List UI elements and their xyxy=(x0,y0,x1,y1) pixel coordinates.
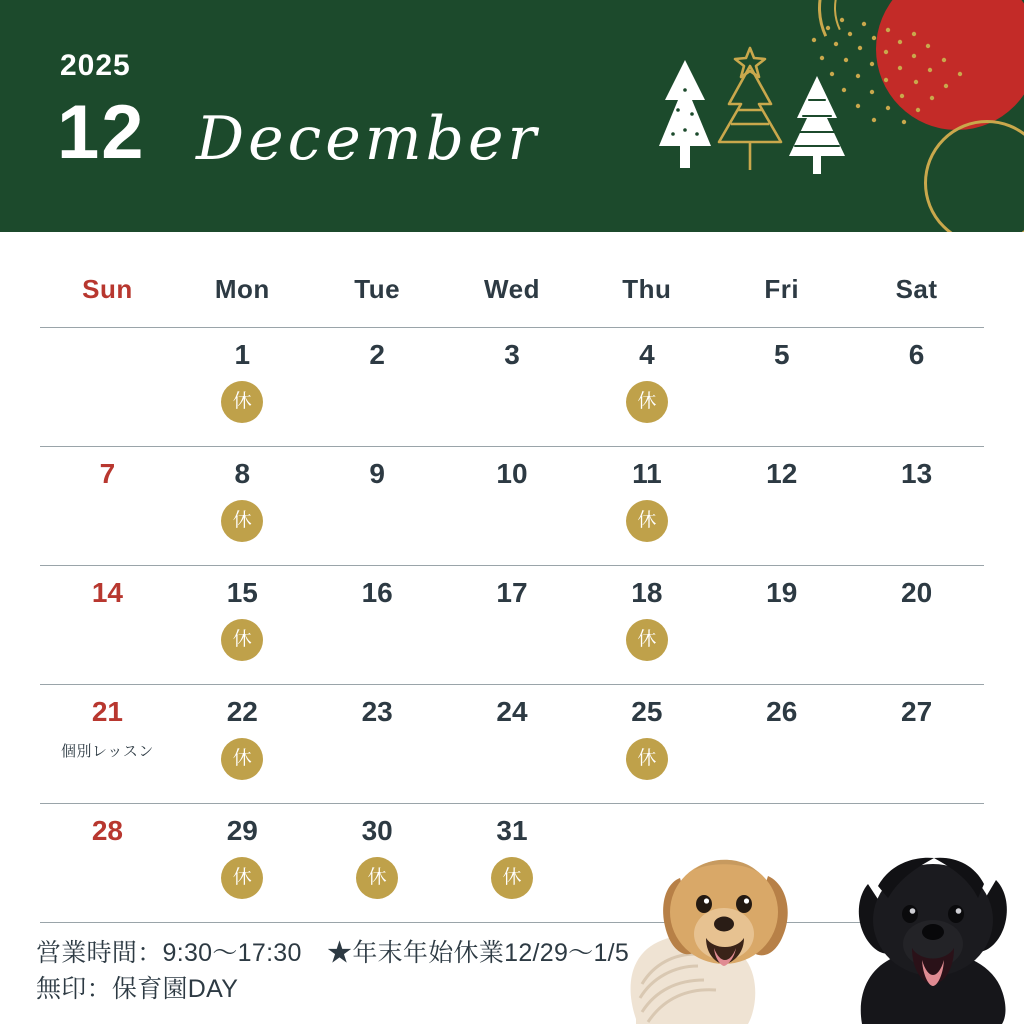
calendar-day-cell[interactable] xyxy=(849,447,984,565)
closed-badge: 休 xyxy=(221,857,263,899)
day-number: 27 xyxy=(901,696,933,727)
calendar-day-cell[interactable] xyxy=(579,328,714,446)
calendar-day-cell[interactable] xyxy=(40,447,175,565)
day-number: 18 xyxy=(631,577,663,608)
weekday-sat: Sat xyxy=(895,274,938,304)
calendar-day-cell[interactable] xyxy=(310,685,445,803)
closed-badge: 休 xyxy=(221,500,263,542)
calendar-day-cell[interactable] xyxy=(175,328,310,446)
weekday-sun: Sun xyxy=(82,274,133,304)
closed-badge: 休 xyxy=(626,619,668,661)
calendar-day-cell[interactable] xyxy=(175,685,310,803)
day-number: 9 xyxy=(369,458,385,489)
calendar-day-cell[interactable] xyxy=(579,447,714,565)
weekday-header-row xyxy=(40,232,984,305)
calendar-day-cell[interactable] xyxy=(40,328,175,446)
day-number: 2 xyxy=(369,339,385,370)
day-number: 23 xyxy=(361,696,393,727)
day-number: 16 xyxy=(361,577,393,608)
day-number: 13 xyxy=(901,458,933,489)
calendar-day-cell[interactable] xyxy=(40,685,175,803)
closed-badge: 休 xyxy=(491,857,533,899)
day-note: 個別レッスン xyxy=(61,742,154,760)
calendar-day-cell[interactable] xyxy=(310,447,445,565)
weekday-wed: Wed xyxy=(484,274,540,304)
calendar-day-cell[interactable] xyxy=(714,685,849,803)
calendar-month-number: 12 xyxy=(57,90,146,175)
calendar-day-cell[interactable] xyxy=(175,804,310,922)
day-number: 31 xyxy=(496,815,528,846)
day-number: 19 xyxy=(766,577,798,608)
calendar-day-cell[interactable] xyxy=(445,804,580,922)
day-number: 30 xyxy=(361,815,393,846)
calendar-day-cell[interactable] xyxy=(849,328,984,446)
day-number: 1 xyxy=(234,339,251,370)
calendar-day-cell[interactable] xyxy=(40,566,175,684)
day-number: 15 xyxy=(226,577,258,608)
calendar-day-cell[interactable] xyxy=(175,447,310,565)
day-number: 7 xyxy=(99,458,116,489)
legend-text: 無印：保育園DAY xyxy=(36,974,239,1003)
calendar-day-cell[interactable] xyxy=(579,685,714,803)
day-number: 4 xyxy=(639,339,655,370)
weekday-tue: Tue xyxy=(354,274,401,304)
day-number: 21 xyxy=(91,696,123,727)
day-number: 14 xyxy=(91,577,123,608)
calendar-header xyxy=(0,0,1024,232)
day-number: 12 xyxy=(766,458,798,489)
day-number: 28 xyxy=(91,815,123,846)
weekday-mon: Mon xyxy=(214,274,270,304)
calendar-week-row xyxy=(40,565,984,684)
day-number: 10 xyxy=(496,458,528,489)
day-number: 17 xyxy=(496,577,528,608)
black-dog-image xyxy=(844,828,1022,1024)
business-hours-text: 営業時間：9:30〜17:30 ★年末年始休業12/29〜1/5 xyxy=(36,939,630,967)
day-number: 8 xyxy=(234,458,251,489)
weekday-thu: Thu xyxy=(622,274,672,304)
closed-badge: 休 xyxy=(626,738,668,780)
weekday-fri: Fri xyxy=(764,274,800,304)
calendar-day-cell[interactable] xyxy=(849,566,984,684)
closed-badge: 休 xyxy=(626,381,668,423)
day-number: 5 xyxy=(773,339,790,370)
day-number: 3 xyxy=(504,339,520,370)
calendar-day-cell[interactable] xyxy=(445,447,580,565)
calendar-day-cell[interactable] xyxy=(445,566,580,684)
calendar-day-cell[interactable] xyxy=(714,328,849,446)
calendar-day-cell[interactable] xyxy=(445,685,580,803)
calendar-week-row xyxy=(40,327,984,446)
day-number: 22 xyxy=(226,696,258,727)
day-number: 26 xyxy=(766,696,798,727)
day-number: 11 xyxy=(632,458,662,489)
closed-badge: 休 xyxy=(221,619,263,661)
christmas-trees-icon xyxy=(645,38,865,198)
footer-notes xyxy=(36,936,736,1007)
calendar-day-cell[interactable] xyxy=(310,566,445,684)
calendar-day-cell[interactable] xyxy=(175,566,310,684)
calendar-year: 2025 xyxy=(60,49,131,82)
calendar-day-cell[interactable] xyxy=(310,328,445,446)
day-number: 20 xyxy=(901,577,933,608)
calendar-week-row xyxy=(40,684,984,803)
calendar-day-cell[interactable] xyxy=(849,685,984,803)
calendar-week-row xyxy=(40,446,984,565)
calendar-month-name: December xyxy=(196,104,541,174)
calendar-day-cell[interactable] xyxy=(445,328,580,446)
day-number: 25 xyxy=(631,696,663,727)
calendar-day-cell[interactable] xyxy=(310,804,445,922)
closed-badge: 休 xyxy=(356,857,398,899)
calendar-day-cell[interactable] xyxy=(579,566,714,684)
day-number: 24 xyxy=(496,696,528,727)
calendar-day-cell[interactable] xyxy=(40,804,175,922)
day-number: 29 xyxy=(226,815,258,846)
closed-badge: 休 xyxy=(626,500,668,542)
closed-badge: 休 xyxy=(221,381,263,423)
day-number: 6 xyxy=(908,339,925,370)
calendar-day-cell[interactable] xyxy=(714,447,849,565)
closed-badge: 休 xyxy=(221,738,263,780)
calendar-day-cell[interactable] xyxy=(714,566,849,684)
